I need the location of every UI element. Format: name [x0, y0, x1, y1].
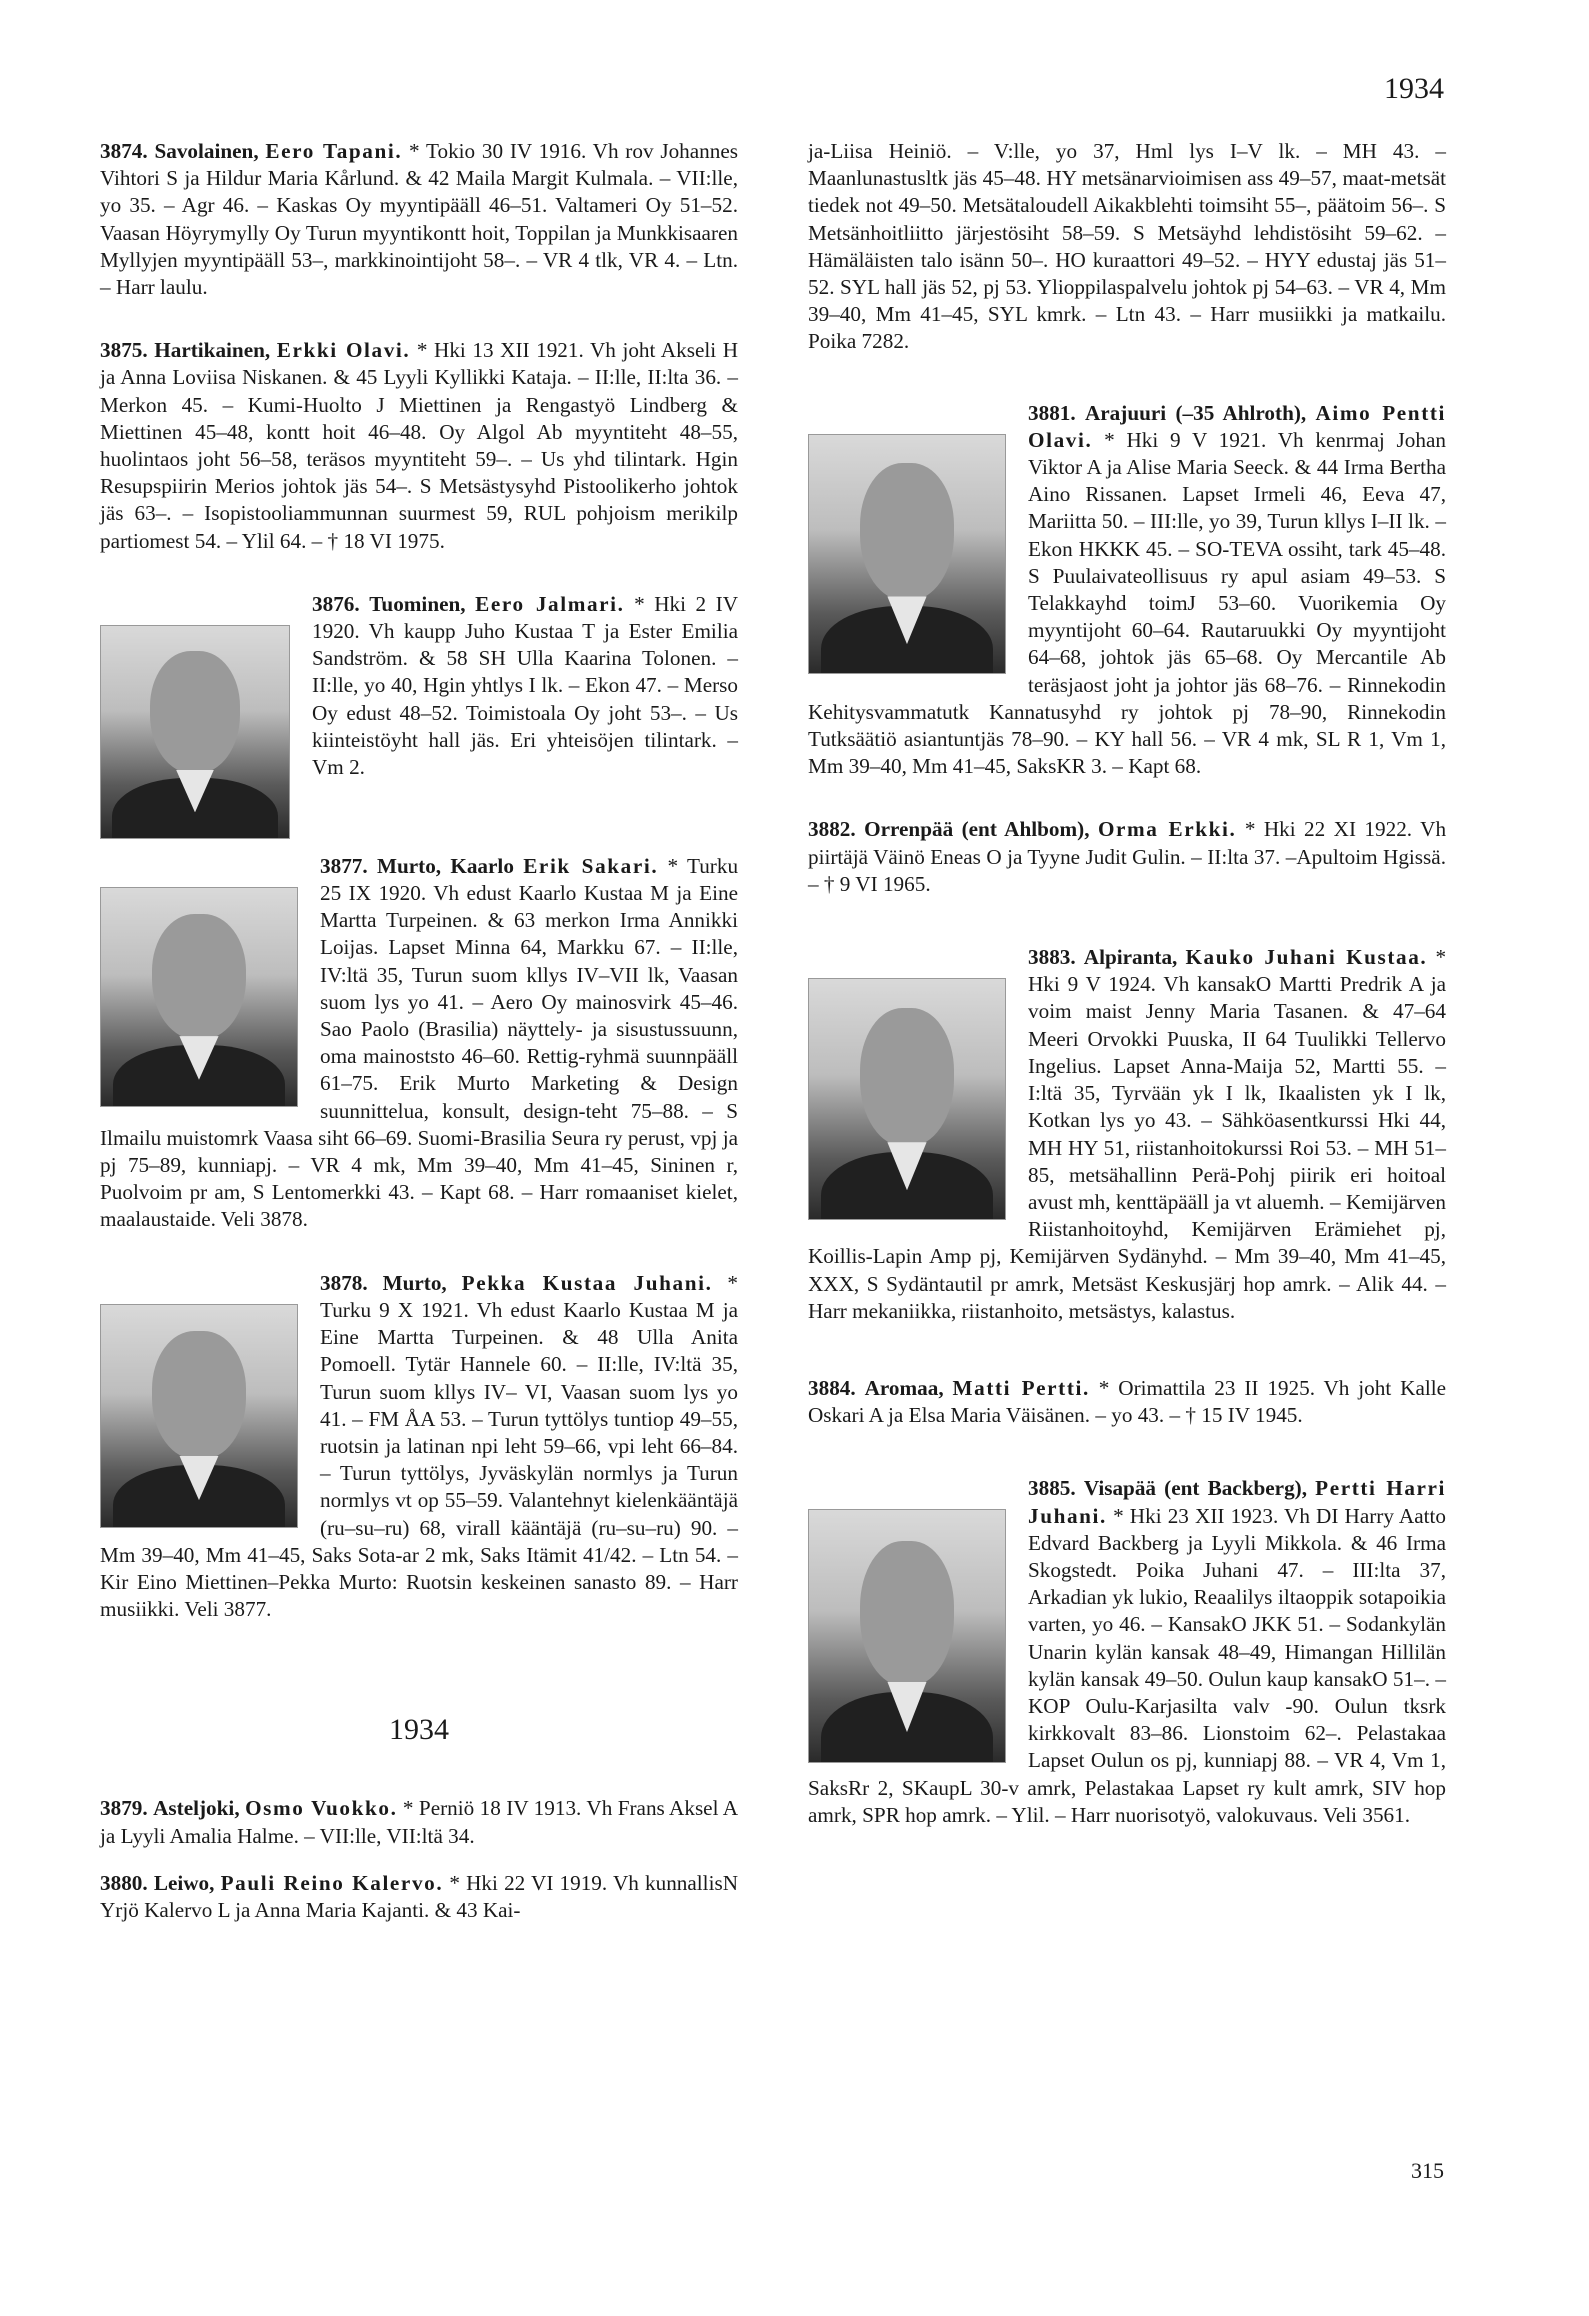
entry-3884: [808, 1375, 1446, 1429]
entry-given-names: Pekka Kustaa Juhani.: [461, 1270, 713, 1295]
entry-3880-continued: [808, 138, 1446, 356]
right-column: [808, 138, 1446, 1865]
portrait-head: [860, 1008, 954, 1147]
entry-surname: Savolainen,: [154, 139, 259, 163]
portrait-photo: [808, 1509, 1006, 1763]
entry-given-names: Aimo Pentti Olavi.: [1028, 400, 1446, 452]
spacer: [100, 845, 738, 853]
entry-number: 3885.: [1028, 1476, 1076, 1501]
entry-text: * Turku 25 IX 1920. Vh edust Kaarlo Kustaa M ja Eine Martta Turpeinen. & 63 merkon Irma Annikki Loijas. Lapset Minna 64, Markku 67. – II:lle, IV:ltä 35, Turun suom kllys IV–VII lk, Vaasan suom lys yo 41. – Aero Oy mainosvirk 45–46. Sao Paolo (Brasilia) näyttely- ja sisustussuunn, oma mainoststo 46–60. Rettig-ryhmä suunnpääll 61–75. Erik Murto Marketing & Design suunnittelua, konsult, design-teht 75–88. – S Ilmailu muistomrk Vaasa siht 66–69. Suomi-Brasilia Seura ry perust, vpj ja pj 75–89, kunniapj. – VR 4 mk, Mm 39–40, Mm 41–45, Sininen r, Puolvoim pr am, S Lentomerkki 43. – Kapt 68. – Harr romaaniset kielet, maalaustaide. Veli 3878.: [100, 853, 739, 1232]
entry-number: 3879.: [100, 1796, 148, 1821]
entry-surname: Aromaa,: [864, 1375, 944, 1400]
entry-number: 3881.: [1028, 400, 1076, 425]
portrait-photo: [808, 434, 1006, 674]
entry-text: * Hki 22 VI 1919. Vh kunnallisN Yrjö Kalervo L ja Anna Maria Kajanti. & 43 Kai-: [100, 1870, 738, 1922]
portrait-photo: [100, 625, 290, 839]
entry-surname: Arajuuri (–35 Ahlroth),: [1084, 400, 1307, 425]
entry-surname: Visapää (ent Backberg),: [1083, 1476, 1308, 1501]
entry-surname: Tuominen,: [369, 591, 466, 616]
portrait-head: [860, 463, 954, 601]
portrait-head: [152, 1331, 246, 1460]
entry-text: * Hki 9 V 1924. Vh kansakO Martti Predrik A ja voim maist Jenny Maria Tasanen. & 47–64 Meeri Orvokki Puuska, II 64 Tuulikki Tellervo Ingelius. Lapset Anna-Maija 52, Martti 55. – I:ltä 35, Tyrvään yk I lk, Ikaalisten yk I lk, Kotkan lys yo 43. – Sähköasentkurssi Hki 44, MH HY 51, riistanhoitokurssi Roi 53. – MH 51–85, metsähallinn Perä-Pohj piirik eri hoitoal avust mh, kenttäpääll ja vt aluemh. – Kemijärven Riistanhoitoyhd, Kemijärven Erämiehet pj, Koillis-Lapin Amp pj, Kemijärven Sydänyhd. – Mm 39–40, Mm 41–45, XXX, S Sydäntautil pr amrk, Metsäst Keskusjärj hop amrk. – Alik 44. – Harr mekaniikka, riistanhoito, metsästys, kalastus.: [808, 945, 1447, 1323]
entry-text: * Turku 9 X 1921. Vh edust Kaarlo Kustaa M ja Eine Martta Turpeinen. & 48 Ulla Anita Pomoell. Tytär Hannele 60. – II:lle, IV:ltä 35, Turun suom kllys IV– VI, Vaasan suom lys yo 41. – FM ÅA 53. – Turun tyttölys tuntiop 49–55, ruotsin ja latinan npi leht 59–66, vpi leht 66–84. – Turun tyttölys, Jyväskylän normlys ja Turun normlys vt op 55–59. Valantehnyt kielenkääntäjä (ru–su–ru) 68, virall kääntäjä (ru–su–ru) 90. – Mm 39–40, Mm 41–45, Saks Sota-ar 2 mk, Saks Itämit 41/42. – Ltn 54. – Kir Eino Miettinen–Pekka Murto: Ruotsin keskeinen sanasto 89. – Harr musiikki. Veli 3877.: [100, 1270, 738, 1622]
portrait-photo: [808, 978, 1006, 1220]
entry-given-names: Osmo Vuokko.: [245, 1796, 398, 1821]
entry-number: 3876.: [312, 591, 360, 616]
entry-text: * Hki 9 V 1921. Vh kenrmaj Johan Viktor A ja Alise Maria Seeck. & 44 Irma Bertha Aino Rissanen. Lapset Irmeli 46, Eeva 47, Mariitta 50. – III:lle, yo 39, Turun kllys I–II lk. – Ekon HKKK 45. – SO-TEVA ossiht, tark 45–48. S Puulaivateollisuus ry apul asiam 49–53. S Telakkayhd toimJ 53–60. Vuorikemia Oy myyntijoht 60–64. Rautaruukki Oy myyntijoht 64–68, johtok jäs 65–68. Oy Mercantile Ab teräsjaost joht ja johtor jäs 68–76. – Rinnekodin Kehitysvammatutk Kannatusyhd ry johtok pj 78–90, Rinnekodin Tutksäätiö asiantuntjäs 78–90. – KY hall 56. – VR 4 mk, SL R 1, Vm 1, Mm 39–40, Mm 41–45, SaksKR 3. – Kapt 68.: [808, 427, 1446, 779]
entry-surname: Murto,: [382, 1270, 447, 1295]
entry-surname: Murto, Kaarlo: [376, 853, 514, 878]
entry-3883: [808, 944, 1446, 1325]
entry-text: * Hki 22 XI 1922. Vh piirtäjä Väinö Eneas O ja Tyyne Judit Gulin. – II:lta 37. –Apultoim Hgissä. – † 9 VI 1965.: [808, 817, 1447, 896]
entry-given-names: Kauko Juhani Kustaa.: [1185, 945, 1428, 970]
entry-number: 3874.: [100, 139, 148, 163]
entry-text: * Perniö 18 IV 1913. Vh Frans Aksel A ja Lyyli Amalia Halme. – VII:lle, VII:ltä 34.: [100, 1796, 739, 1848]
portrait-photo: [100, 887, 298, 1107]
entry-text: * Hki 13 XII 1921. Vh joht Akseli H ja Anna Loviisa Niskanen. & 45 Lyyli Kyllikki Kataja. – II:lle, II:lta 36. – Merkon 45. – Kumi-Huolto J Miettinen ja Rengastyö Lindberg & Miettinen 45–48, kontt hoit 46–48. Oy Algol Ab myyntiteht 48–55, huolintaos joht 56–58, teräsos myyntiteht 59–. – Us yhd tilintark. Hgin Resupspiirin Merios johtok jäs 54–. S Metsästysyhd Pistoolikerho johtok jäs 63–. – Isopistooliammunnan suurmest 59, RUL pohjoism merikilp partiomest 54. – Ylil 64. – † 18 VI 1975.: [100, 338, 738, 553]
entry-text: * Hki 23 XII 1923. Vh DI Harry Aatto Edvard Backberg ja Lyyli Mikkola. & 46 Irma Skogstedt. Poika Juhani 47. – III:lta 37, Arkadian yk lukio, Reaalilys iltaoppik sotapoikia varten, yo 46. – KansakO JKK 51. – Sodankylän Unarin kylän kansak 48–49, Himangan Hillilän kylän kansak 49–50. Oulun kaup kansakO 51–. – KOP Oulu-Karjasilta valv -90. Oulun tksrk kirkkovalt 83–86. Lionstoim 62–. Pelastakaa Lapset Oulun os pj, kunniapj 88. – VR 4, Vm 1, SaksRr 2, SKaupL 30-v amrk, Pelastakaa Lapset ry kult amrk, SIV hop amrk, SPR hop amrk. – Ylil. – Harr nuorisotyö, valokuvaus. Veli 3561.: [808, 1503, 1447, 1827]
entry-surname: Asteljoki,: [153, 1796, 240, 1821]
entry-given-names: Erkki Olavi.: [276, 338, 411, 363]
entry-surname: Alpiranta,: [1083, 945, 1178, 970]
entry-3875: [100, 337, 738, 555]
portrait-head: [152, 914, 246, 1040]
portrait-head: [150, 651, 240, 774]
entry-given-names: Pertti Harri Juhani.: [1028, 1476, 1447, 1528]
section-year-heading: 1934: [389, 1713, 449, 1747]
entry-3878: [100, 1270, 738, 1624]
entry-given-names: Pauli Reino Kalervo.: [220, 1870, 444, 1895]
entry-given-names: Eero Jalmari.: [475, 591, 625, 616]
entry-given-names: Erik Sakari.: [523, 853, 659, 878]
entry-surname: Hartikainen,: [154, 338, 271, 363]
entry-3879: [100, 1795, 738, 1849]
entry-given-names: Eero Tapani.: [265, 139, 403, 163]
entry-number: 3882.: [808, 817, 856, 842]
left-column: [100, 138, 738, 1960]
entry-text: * Orimattila 23 II 1925. Vh joht Kalle Oskari A ja Elsa Maria Väisänen. – yo 43. – † 15 IV 1945.: [808, 1375, 1447, 1428]
entry-3877: [100, 853, 738, 1234]
page-number: 315: [1411, 2158, 1444, 2183]
entry-number: 3875.: [100, 338, 148, 363]
entry-number: 3883.: [1028, 945, 1076, 970]
entry-number: 3878.: [320, 1270, 368, 1295]
portrait-photo: [100, 1304, 298, 1528]
entry-text: ja-Liisa Heiniö. – V:lle, yo 37, Hml lys I–V lk. – MH 43. – Maanlunastusltk jäs 45–48. HY metsänarvioimisen ass 49–57, maat-metsät tiedek not 49–50. Metsätaloudell Aikakblehti toimsiht 55–, päätoim 56–. S Metsänhoitliitto järjestösiht 58–59. S Metsäyhd lehdistösiht 59–62. – Hämäläisten talo isänn 50–. HO kuraattori 49–52. – HYY edustaj jäs 51–52. SYL hall jäs 52, pj 53. Ylioppilaspalvelu johtok pj 54–63. – VR 4, Mm 39–40, Mm 41–45, SYL kmrk. – Ltn 43. – Harr musiikki ja matkailu. Poika 7282.: [808, 139, 1446, 354]
entry-3876: [100, 591, 738, 781]
entry-text: * Tokio 30 IV 1916. Vh rov Johannes Vihtori S ja Hildur Maria Kårlund. & 42 Maila Margit Kulmala. – VII:lle, yo 35. – Agr 46. – Kaskas Oy myyntipääll 46–51. Valtameri Oy 51–52. Vaasan Höyrymylly Oy Turun myyntikontt hoit, Toppilan ja Munkkisaaren Myllyjen myyntipääll 53–, markkinointijoht 58–. – VR 4 tlk, VR 4. – Ltn. – Harr laulu.: [100, 139, 738, 300]
entry-3881: [808, 400, 1446, 781]
entry-surname: Orrenpää (ent Ahlbom),: [864, 817, 1090, 842]
entry-text: * Hki 2 IV 1920. Vh kaupp Juho Kustaa T ja Ester Emilia Sandström. & 58 SH Ulla Kaarina Tolonen. – II:lle, yo 40, Hgin yhtlys I lk. – Ekon 47. – Merso Oy edust 48–52. Toimistoala Oy joht 53–. – Us kiinteistöyht hall jäs. Eri yhteisöjen tilintark. – Vm 2.: [312, 591, 739, 780]
entry-given-names: Matti Pertti.: [952, 1375, 1090, 1400]
entry-3882: [808, 816, 1446, 898]
entry-given-names: Orma Erkki.: [1097, 817, 1237, 842]
entry-3885: [808, 1475, 1446, 1829]
entry-3880: [100, 1870, 738, 1924]
entry-3874: [100, 138, 738, 301]
header-year: 1934: [1384, 72, 1444, 105]
entry-number: 3877.: [320, 853, 368, 878]
entry-number: 3884.: [808, 1375, 856, 1400]
entry-number: 3880.: [100, 1870, 148, 1895]
portrait-head: [860, 1541, 954, 1687]
entry-surname: Leiwo,: [153, 1870, 215, 1895]
